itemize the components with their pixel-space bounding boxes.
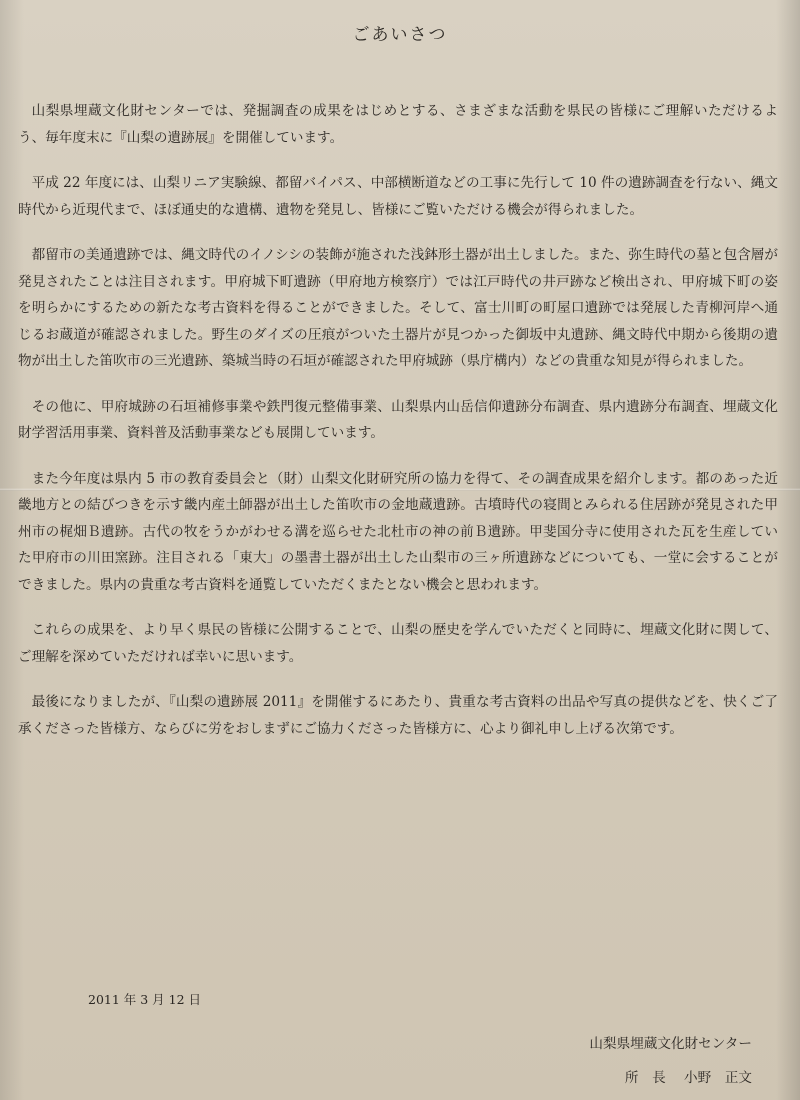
paragraph-1: 山梨県埋蔵文化財センターでは、発掘調査の成果をはじめとする、さまざまな活動を県民の皆様にご理解いただけるよう、毎年度末に『山梨の遺跡展』を開催しています。 (18, 103, 778, 146)
document-date: 2011 年 3 月 12 日 (88, 992, 202, 1007)
paragraph-5: また今年度は県内 5 市の教育委員会と（財）山梨文化財研究所の協力を得て、その調査成果を紹介します。都のあった近畿地方との結びつきを示す畿内産土師器が出土した笛吹市の金地蔵遺跡。古墳時代の寝間とみられる住居跡が発見された甲州市の梶畑Ｂ遺跡。古代の牧をうかがわせる溝を巡らせた北杜市の神の前Ｂ遺跡。甲斐国分寺に使用された瓦を生産していた甲府市の川田窯跡。注目される「東大」の墨書土器が出土した山梨市の三ヶ所遺跡などについても、一堂に会することができました。県内の貴重な考古資料を通覧していただくまたとない機会と思われます。 (18, 470, 778, 593)
signature-name: 小野 正文 (684, 1070, 752, 1086)
document-body (18, 98, 778, 761)
paragraph-3: 都留市の美通遺跡では、縄文時代のイノシシの装飾が施された浅鉢形土器が出土しました。また、弥生時代の墓と包含層が発見されたことは注目されます。甲府城下町遺跡（甲府地方検察庁）では江戸時代の井戸跡など検出され、甲府城下町の姿を明らかにするための新たな考古資料を得ることができました。そして、富士川町の町屋口遺跡では発展した青柳河岸へ通じるお蔵道が確認されました。野生のダイズの圧痕がついた土器片が見つかった御坂中丸遺跡、縄文時代中期から後期の遺物が出土した笛吹市の三光遺跡、築城当時の石垣が確認された甲府城跡（県庁構内）などの貴重な知見が得られました。 (18, 247, 778, 369)
paragraph-2: 平成 22 年度には、山梨リニア実験線、都留バイパス、中部横断道などの工事に先行して 10 件の遺跡調査を行ない、縄文時代から近現代まで、ほぼ通史的な遺構、遺物を発見し、皆様にご覧いただける機会が得られました。 (18, 175, 778, 218)
paragraph-6: これらの成果を、より早く県民の皆様に公開することで、山梨の歴史を学んでいただくと同時に、埋蔵文化財に関して、ご理解を深めていただければ幸いに思います。 (18, 622, 778, 665)
signature-position: 所 長 (624, 1070, 666, 1086)
organization-name: 山梨県埋蔵文化財センター (589, 1036, 752, 1052)
paragraph-4: その他に、甲府城跡の石垣補修事業や鉄門復元整備事業、山梨県内山岳信仰遺跡分布調査、県内遺跡分布調査、埋蔵文化財学習活用事業、資料普及活動事業なども展開しています。 (18, 398, 778, 441)
paragraph-7: 最後になりましたが、『山梨の遺跡展 2011』を開催するにあたり、貴重な考古資料の出品や写真の提供などを、快くご了承くださった皆様方、ならびに労をおしまずにご協力くださった皆様方に、心より御礼申し上げる次第です。 (18, 694, 778, 737)
document-title: ごあいさつ (352, 25, 448, 45)
signature (625, 1066, 752, 1086)
